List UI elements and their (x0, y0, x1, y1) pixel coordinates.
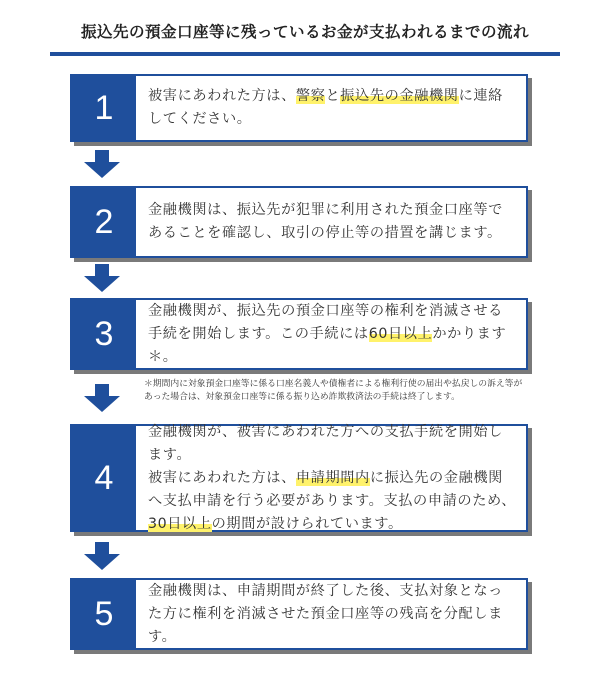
page-title: 振込先の預金口座等に残っているお金が支払われるまでの流れ (80, 23, 529, 41)
step-text (136, 580, 526, 648)
step-1-box (70, 74, 528, 142)
step-text-segment: に振込先の金融機関へ支払申請を行う必要があります。支払の申請のため、 (148, 469, 516, 509)
highlighted-text: 60日以上 (368, 325, 433, 342)
step-4-box (70, 424, 528, 532)
step-text (136, 300, 526, 368)
highlighted-text: 30日以上 (148, 515, 212, 532)
down-arrow-icon (84, 542, 120, 570)
step-text (136, 423, 526, 532)
step-text-segment: 被害にあわれた方は、 (148, 469, 296, 486)
step-text-segment: 金融機関は、申請期間が終了した後、支払対象となった方に権利を消滅させた預金口座等の残高を分配します。 (148, 582, 503, 645)
footnote: ＊期間内に対象預金口座等に係る口座名義人や債権者による権利行使の届出や払戻しの訴え等があった場合は、対象預金口座等に係る振り込め詐欺救済法の手続は終了します。 (144, 379, 523, 402)
step-text (136, 76, 526, 140)
step-number: 3 (72, 300, 136, 368)
step-text-segment: に連絡してください。 (148, 88, 503, 127)
step-number: 2 (72, 188, 136, 256)
down-arrow-icon (84, 384, 120, 412)
step-text-segment: 金融機関が、振込先の預金口座等の権利を消滅させる手続を開始します。この手続には (148, 302, 503, 342)
step-number: 1 (72, 76, 136, 140)
step-text-segment: かかります＊。 (148, 325, 507, 365)
highlighted-text: 警察 (295, 88, 326, 104)
step-text-segment: 被害にあわれた方は、 (148, 88, 296, 104)
down-arrow-icon (84, 150, 120, 178)
step-text (136, 188, 526, 256)
step-text-segment: 金融機関が、被害にあわれた方への支払手続を開始します。 (148, 423, 503, 463)
step-number: 4 (72, 426, 136, 530)
highlighted-text: 振込先の金融機関 (340, 88, 459, 104)
step-3-box (70, 298, 528, 370)
step-text-segment: と (325, 88, 341, 104)
highlighted-text: 申請期間内 (295, 469, 370, 486)
down-arrow-icon (84, 264, 120, 292)
title-underline (50, 52, 560, 56)
step-number: 5 (72, 580, 136, 648)
step-2-box (70, 186, 528, 258)
step-text-segment: 金融機関は、振込先が犯罪に利用された預金口座等であることを確認し、取引の停止等の措置を講じます。 (148, 202, 503, 241)
step-5-box (70, 578, 528, 650)
step-text-segment: の期間が設けられています。 (211, 515, 403, 532)
